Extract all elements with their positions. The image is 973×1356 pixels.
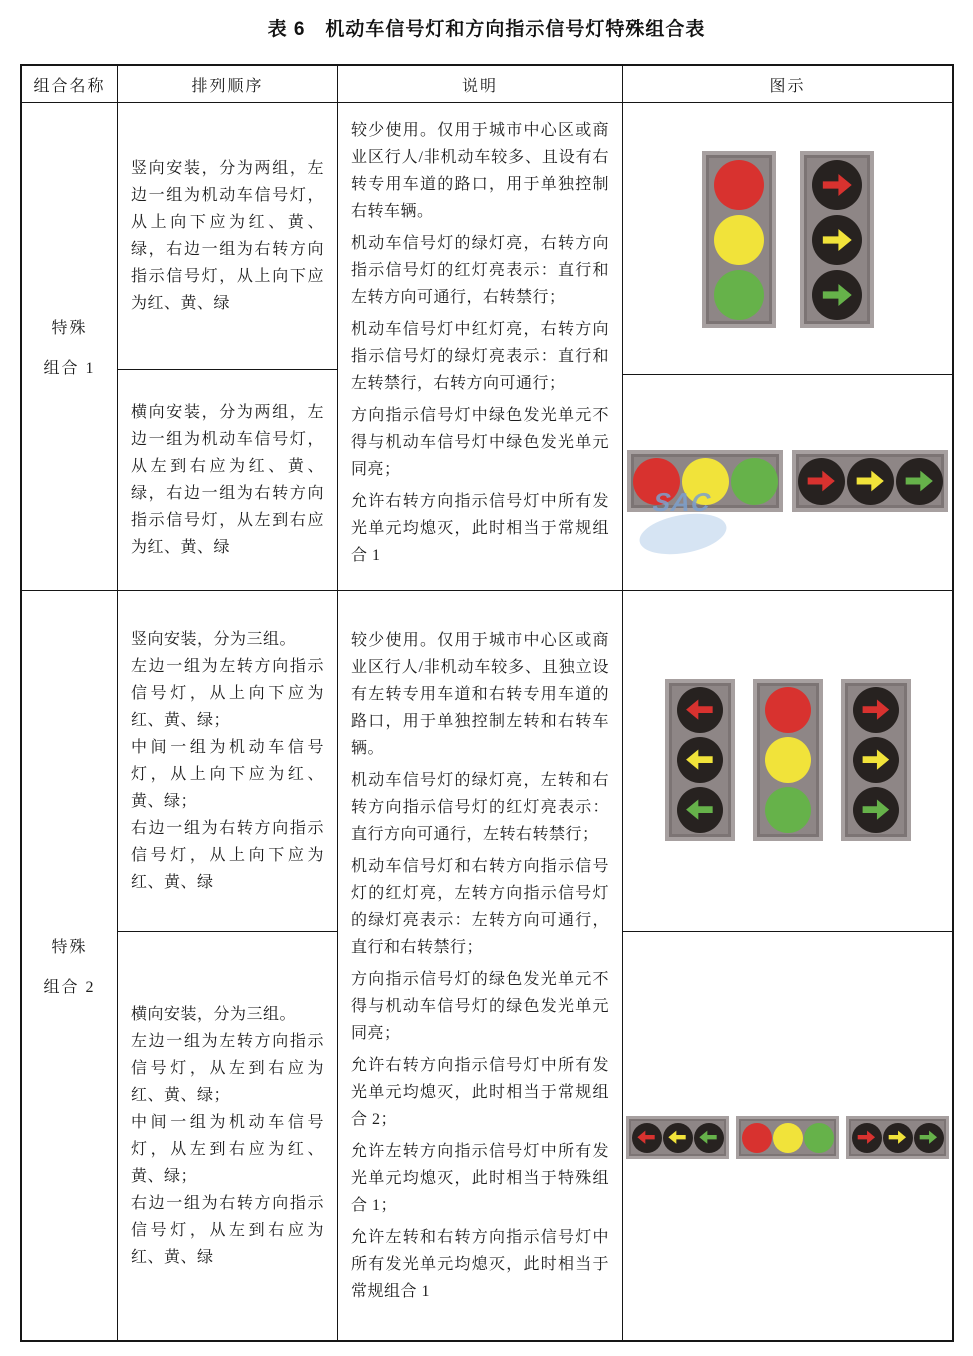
green-arrow-right-lens: [812, 270, 862, 320]
arrow-left-icon: [684, 794, 715, 825]
watermark-swoosh-shape: [636, 508, 729, 561]
yellow-arrow-left-lens: [663, 1123, 693, 1153]
green-disc-lens: [731, 458, 778, 505]
traffic-light-illustration: [623, 591, 952, 931]
paragraph: 允许左转和右转方向指示信号灯中所有发光单元均熄灭，此时相当于常规组合 1: [351, 1229, 609, 1300]
arrow-right-icon: [820, 223, 854, 257]
red-arrow-left-lens: [632, 1123, 662, 1153]
paragraph: 中间一组为机动车信号灯，从左到右应为红、黄、绿；: [131, 1114, 324, 1185]
arrow-right-icon: [860, 794, 891, 825]
arrow-right-icon: [820, 168, 854, 202]
column-header-illustration: 图示: [622, 66, 952, 102]
yellow-arrow-right-lens: [883, 1123, 913, 1153]
paragraph: 机动车信号灯的绿灯亮，右转方向指示信号灯的红灯亮表示：直行和左转方向可通行，右转禁行；: [351, 235, 609, 306]
green-arrow-right-lens: [896, 458, 943, 505]
yellow-arrow-left-lens: [677, 737, 723, 783]
green-arrow-left-lens: [677, 787, 723, 833]
motor-vehicle-signal-light-housing: [702, 151, 776, 328]
red-arrow-left-lens: [677, 687, 723, 733]
paragraph: 右边一组为右转方向指示信号灯，从上向下应为红、黄、绿: [131, 820, 324, 891]
right-turn-indicator-light-housing: [841, 679, 911, 841]
paragraph: 左边一组为左转方向指示信号灯，从左到右应为红、黄、绿；: [131, 1033, 324, 1104]
red-disc-lens: [714, 160, 764, 210]
arrangement-cell: [117, 102, 337, 590]
paragraph: 机动车信号灯中红灯亮，右转方向指示信号灯的绿灯亮表示：直行和左转禁行，右转方向可通行；: [351, 321, 609, 392]
arrangement-horizontal: [118, 932, 337, 1340]
traffic-light-illustration: [623, 375, 952, 590]
arrow-left-icon: [684, 744, 715, 775]
combo-name-cell: [22, 102, 117, 590]
column-header-combination-name: 组合名称: [22, 66, 117, 102]
arrow-right-icon: [887, 1127, 907, 1147]
illustration-horizontal-trio: [623, 932, 952, 1340]
yellow-arrow-right-lens: [853, 737, 899, 783]
motor-vehicle-signal-light-housing: [627, 450, 783, 512]
paragraph: 机动车信号灯和右转方向指示信号灯的红灯亮，左转方向指示信号灯的绿灯亮表示：左转方向可通行，直行和右转禁行；: [351, 858, 609, 956]
yellow-arrow-right-lens: [847, 458, 894, 505]
yellow-disc-lens: [682, 458, 729, 505]
left-turn-indicator-light-housing: [665, 679, 735, 841]
watermark-text: SAC: [651, 487, 713, 517]
red-arrow-right-lens: [798, 458, 845, 505]
illustration-cell: [622, 102, 952, 590]
traffic-light-illustration: [623, 932, 952, 1340]
yellow-disc-lens: [765, 737, 811, 783]
yellow-arrow-right-lens: [812, 215, 862, 265]
paragraph: 横向安装，分为两组，左边一组为机动车信号灯，从左到右应为红、黄、绿，右边一组为右转方向指示信号灯，从左到右应为红、黄、绿: [131, 404, 324, 556]
paragraph: 中间一组为机动车信号灯，从上向下应为红、黄、绿；: [131, 739, 324, 810]
paragraph: 左边一组为左转方向指示信号灯，从上向下应为红、黄、绿；: [131, 658, 324, 729]
arrow-right-icon: [860, 694, 891, 725]
illustration-cell: [622, 590, 952, 1340]
red-disc-lens: [765, 687, 811, 733]
traffic-light-illustration: [623, 103, 952, 374]
paragraph: 较少使用。仅用于城市中心区或商业区行人/非机动车较多、且设有右转专用车道的路口，用于单独控制右转车辆。: [351, 122, 609, 220]
arrow-left-icon: [636, 1127, 656, 1147]
paragraph: 较少使用。仅用于城市中心区或商业区行人/非机动车较多、且独立设有左转专用车道和右转专用车道的路口，用于单独控制左转和右转车辆。: [351, 632, 609, 757]
illustration-vertical-trio: [623, 591, 952, 932]
green-disc-lens: [714, 270, 764, 320]
arrangement-vertical: [118, 103, 337, 370]
right-turn-indicator-light-housing: [846, 1116, 949, 1159]
arrangement-cell: [117, 590, 337, 1340]
combo-name-line: 特殊: [51, 939, 88, 956]
combo-name-line: 特殊: [51, 320, 88, 337]
right-turn-indicator-light-housing: [792, 450, 948, 512]
yellow-disc-lens: [773, 1123, 803, 1153]
red-arrow-right-lens: [852, 1123, 882, 1153]
combo-name-line: 组合 2: [43, 979, 96, 996]
column-header-arrangement: 排列顺序: [117, 66, 337, 102]
arrow-right-icon: [856, 1127, 876, 1147]
paragraph: 竖向安装，分为两组，左边一组为机动车信号灯，从上向下应为红、黄、绿，右边一组为右转方向指示信号灯，从上向下应为红、黄、绿: [131, 160, 324, 312]
paragraph: 允许右转方向指示信号灯中所有发光单元均熄灭，此时相当于常规组合 2；: [351, 1057, 609, 1128]
red-arrow-right-lens: [853, 687, 899, 733]
illustration-horizontal-pair: [623, 375, 952, 590]
green-disc-lens: [804, 1123, 834, 1153]
green-arrow-right-lens: [853, 787, 899, 833]
paragraph: 方向指示信号灯的绿色发光单元不得与机动车信号灯的绿色发光单元同亮；: [351, 971, 609, 1042]
illustration-vertical-pair: [623, 103, 952, 375]
arrow-right-icon: [918, 1127, 938, 1147]
column-header-description: 说明: [337, 66, 622, 102]
description-cell: [337, 590, 622, 1340]
arrow-right-icon: [903, 465, 935, 497]
paragraph: 允许右转方向指示信号灯中所有发光单元均熄灭，此时相当于常规组合 1: [351, 493, 609, 564]
paragraph: 允许左转方向指示信号灯中所有发光单元均熄灭，此时相当于特殊组合 1；: [351, 1143, 609, 1214]
paragraph: 右边一组为右转方向指示信号灯，从左到右应为红、黄、绿: [131, 1195, 324, 1266]
green-disc-lens: [765, 787, 811, 833]
arrow-right-icon: [820, 278, 854, 312]
page-title: 表 6 机动车信号灯和方向指示信号灯特殊组合表: [267, 19, 706, 40]
arrow-left-icon: [698, 1127, 718, 1147]
paragraph: 机动车信号灯的绿灯亮，左转和右转方向指示信号灯的红灯亮表示：直行方向可通行，左转右转禁行；: [351, 772, 609, 843]
arrangement-vertical: [118, 591, 337, 932]
red-arrow-right-lens: [812, 160, 862, 210]
description-cell: [337, 102, 622, 590]
paragraph: 方向指示信号灯中绿色发光单元不得与机动车信号灯中绿色发光单元同亮；: [351, 407, 609, 478]
red-disc-lens: [742, 1123, 772, 1153]
arrow-left-icon: [667, 1127, 687, 1147]
arrow-left-icon: [684, 694, 715, 725]
motor-vehicle-signal-light-housing: [736, 1116, 839, 1159]
signal-combination-table: [20, 64, 954, 1342]
motor-vehicle-signal-light-housing: [753, 679, 823, 841]
paragraph: 横向安装，分为三组。: [131, 1006, 297, 1023]
red-disc-lens: [633, 458, 680, 505]
paragraph: 竖向安装，分为三组。: [131, 631, 297, 648]
green-arrow-left-lens: [694, 1123, 724, 1153]
yellow-disc-lens: [714, 215, 764, 265]
left-turn-indicator-light-housing: [626, 1116, 729, 1159]
arrow-right-icon: [860, 744, 891, 775]
right-turn-indicator-light-housing: [800, 151, 874, 328]
arrangement-horizontal: [118, 370, 337, 590]
combo-name-cell: [22, 590, 117, 1340]
combo-name-line: 组合 1: [43, 360, 96, 377]
arrow-right-icon: [854, 465, 886, 497]
green-arrow-right-lens: [914, 1123, 944, 1153]
arrow-right-icon: [805, 465, 837, 497]
